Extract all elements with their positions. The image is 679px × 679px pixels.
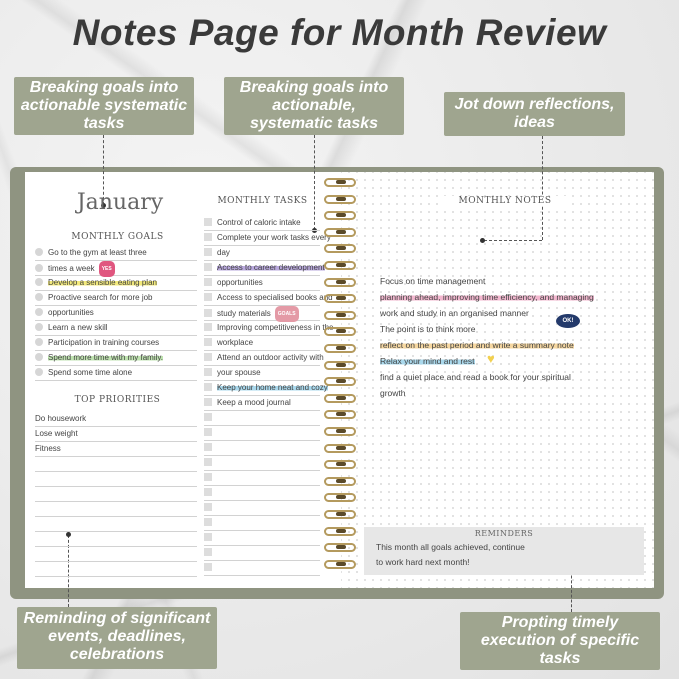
top-priorities-heading: TOP PRIORITIES [74, 395, 161, 405]
goal-item: Learn a new skill [35, 321, 197, 336]
callout-execution: Propting timely execution of specific tasks [460, 612, 660, 670]
checkbox[interactable] [204, 473, 212, 481]
leader-line [542, 136, 543, 240]
checkbox[interactable] [204, 323, 212, 331]
spiral-ring [324, 311, 356, 320]
task-item: Keep a mood journal [204, 396, 320, 411]
priority-item: Lose weight [35, 427, 197, 442]
spiral-ring [324, 444, 356, 453]
page-title: Notes Page for Month Review [72, 12, 607, 53]
bullet-icon [35, 264, 43, 272]
goal-item: Go to the gym at least three [35, 246, 197, 261]
task-line [204, 501, 320, 516]
bullet-icon [35, 323, 43, 331]
checkbox[interactable] [204, 518, 212, 526]
reminders-heading: REMINDERS [474, 529, 534, 538]
monthly-tasks-heading: MONTHLY TASKS [217, 196, 308, 206]
note-line: Focus on time management [380, 276, 486, 286]
note-line: work and study in an organised manner [380, 308, 529, 318]
task-item: Improving competitiveness in the [204, 321, 320, 336]
task-line [204, 561, 320, 576]
goal-item: Develop a sensible eating plan [35, 276, 197, 291]
priority-line [35, 517, 197, 532]
priority-item: Fitness [35, 442, 197, 457]
bullet-icon [35, 308, 43, 316]
checkbox[interactable] [204, 233, 212, 241]
task-item: Complete your work tasks every [204, 231, 320, 246]
checkbox[interactable] [204, 488, 212, 496]
checkbox[interactable] [204, 398, 212, 406]
spiral-ring [324, 294, 356, 303]
note-line: planning ahead, improving time efficiency, and managing [380, 292, 594, 302]
checkbox[interactable] [204, 263, 212, 271]
checkbox[interactable] [204, 248, 212, 256]
task-line [204, 546, 320, 561]
task-item: workplace [204, 336, 320, 351]
spiral-ring [324, 477, 356, 486]
callout-reminders: Reminding of significant events, deadlines, celebrations [17, 607, 217, 669]
task-item: Keep your home neat and cozy [204, 381, 320, 396]
checkbox[interactable] [204, 533, 212, 541]
priority-line [35, 457, 197, 472]
monthly-notes-heading: MONTHLY NOTES [440, 196, 570, 206]
month-title: January [76, 190, 164, 215]
bullet-icon [35, 293, 43, 301]
goal-item: Spend more time with my family. [35, 351, 197, 366]
spiral-ring [324, 493, 356, 502]
task-item: Access to specialised books and [204, 291, 320, 306]
callout-tasks: Breaking goals into actionable, systematic tasks [224, 77, 404, 135]
priority-line [35, 547, 197, 562]
spiral-ring [324, 427, 356, 436]
spiral-ring [324, 327, 356, 336]
task-line [204, 531, 320, 546]
checkbox[interactable] [204, 368, 212, 376]
task-item: opportunities [204, 276, 320, 291]
monthly-goals-heading: MONTHLY GOALS [71, 232, 164, 242]
bullet-icon [35, 278, 43, 286]
task-line [204, 441, 320, 456]
checkbox[interactable] [204, 293, 212, 301]
note-line: reflect on the past period and write a summary note [380, 340, 574, 350]
note-line: The point is to think more [380, 324, 476, 334]
yes-sticker: YES [99, 261, 115, 277]
task-item: your spouse [204, 366, 320, 381]
checkbox[interactable] [204, 383, 212, 391]
task-item: study materials GOALS [204, 306, 320, 321]
note-line: Relax your mind and rest [380, 356, 475, 366]
reminder-line: to work hard next month! [376, 557, 470, 567]
task-item: Control of caloric intake [204, 216, 320, 231]
goal-item: Participation in training courses [35, 336, 197, 351]
spiral-ring [324, 178, 356, 187]
reminder-line: This month all goals achieved, continue [376, 542, 525, 552]
bullet-icon [35, 248, 43, 256]
spiral-ring [324, 543, 356, 552]
checkbox[interactable] [204, 309, 212, 317]
spiral-binding [322, 178, 358, 578]
heart-icon: ♥ [487, 351, 495, 366]
spiral-ring [324, 410, 356, 419]
checkbox[interactable] [204, 278, 212, 286]
goal-item: Proactive search for more job [35, 291, 197, 306]
checkbox[interactable] [204, 428, 212, 436]
checkbox[interactable] [204, 563, 212, 571]
goal-item: times a week YES [35, 261, 197, 276]
task-line [204, 456, 320, 471]
note-line: find a quiet place and read a book for your spiritual [380, 372, 571, 382]
spiral-ring [324, 560, 356, 569]
checkbox[interactable] [204, 548, 212, 556]
spiral-ring [324, 460, 356, 469]
spiral-ring [324, 228, 356, 237]
checkbox[interactable] [204, 458, 212, 466]
reminders-box [364, 527, 644, 575]
priority-item: Do housework [35, 412, 197, 427]
task-line [204, 486, 320, 501]
bullet-icon [35, 368, 43, 376]
task-line [204, 516, 320, 531]
checkbox[interactable] [204, 218, 212, 226]
spiral-ring [324, 377, 356, 386]
checkbox[interactable] [204, 503, 212, 511]
task-line [204, 471, 320, 486]
priority-line [35, 487, 197, 502]
spiral-ring [324, 361, 356, 370]
priority-line [35, 532, 197, 547]
checkbox[interactable] [204, 353, 212, 361]
spiral-ring [324, 344, 356, 353]
task-line [204, 411, 320, 426]
checkbox[interactable] [204, 338, 212, 346]
priority-line [35, 562, 197, 577]
spiral-ring [324, 510, 356, 519]
bullet-icon [35, 353, 43, 361]
goal-item: opportunities [35, 306, 197, 321]
task-item: day [204, 246, 320, 261]
checkbox[interactable] [204, 413, 212, 421]
task-item: Attend an outdoor activity with [204, 351, 320, 366]
ok-sticker: OK! [556, 314, 580, 328]
leader-dot [480, 238, 485, 243]
spiral-ring [324, 394, 356, 403]
leader-line [484, 240, 542, 241]
callout-goals: Breaking goals into actionable systematic tasks [14, 77, 194, 135]
spiral-ring [324, 211, 356, 220]
spiral-ring [324, 195, 356, 204]
priority-line [35, 502, 197, 517]
goals-sticker: GOALS [275, 306, 299, 322]
note-line: growth [380, 388, 406, 398]
checkbox[interactable] [204, 443, 212, 451]
spiral-ring [324, 278, 356, 287]
priority-line [35, 472, 197, 487]
goal-item: Spend some time alone [35, 366, 197, 381]
bullet-icon [35, 338, 43, 346]
spiral-ring [324, 261, 356, 270]
task-item: Access to career development [204, 261, 320, 276]
task-line [204, 426, 320, 441]
spiral-ring [324, 244, 356, 253]
callout-notes: Jot down reflections, ideas [444, 92, 625, 136]
spiral-ring [324, 527, 356, 536]
